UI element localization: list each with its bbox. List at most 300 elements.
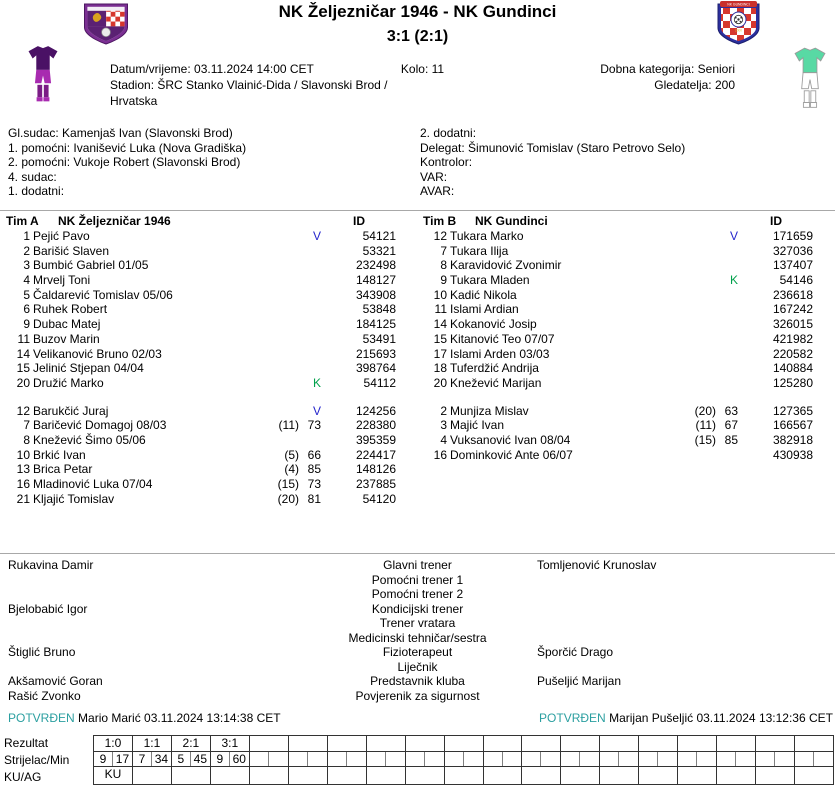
substitution-minute [716,361,738,376]
player-row [417,273,834,288]
player-id: 54120 [362,491,396,506]
player-row [0,462,417,477]
substituted-player-number [259,332,299,347]
player-name: Mrvelj Toni [33,273,91,288]
substituted-player-number [676,347,716,362]
player-row [0,332,417,347]
staff-role-label: Povjerenik za sigurnost [355,688,480,703]
match-stadium: Stadion: ŠRC Stanko Vlainić-Dida / Slavonski Brod / Hrvatska [110,78,388,108]
player-id: 127365 [772,403,813,418]
substitution-minute [716,332,738,347]
scorer-cell [717,752,736,767]
player-shirt-number: 15 [433,331,447,346]
scorer-minute-cells [678,752,716,768]
minute-cell [464,752,483,767]
official-fourth: 4. sudac: [8,169,57,184]
minute-cell [541,752,560,767]
player-row [0,448,417,463]
player-row [417,332,834,347]
official-avar: AVAR: [420,184,455,199]
confirmed-badge: POTVRĐEN [8,711,75,725]
substitution-minute [716,448,738,463]
staff-home-name [8,573,298,588]
staff-away-name [537,587,827,602]
divider-line [0,553,835,554]
score-table-column [367,736,406,784]
scorer-cell: 5 [172,752,191,767]
minute-cell [697,752,716,767]
scorer-minute-cells [445,752,483,768]
id-column-header: ID [770,214,782,228]
player-id: 398764 [355,361,396,376]
staff-home-name: Štiglić Bruno [8,645,76,660]
team-a-header [0,214,417,229]
staff-row [8,674,827,689]
score-table-column [94,736,133,784]
scorer-minute-cells [367,752,405,768]
scorer-cell [756,752,775,767]
staff-role-label: Kondicijski trener [371,601,464,616]
player-shirt-number: 16 [16,477,30,491]
player-name: Tukara Mladen [450,273,530,288]
confirmed-badge: POTVRĐEN [539,711,606,725]
staff-home-name: Bjelobabić Igor [8,601,88,616]
minute-cell [580,752,599,767]
official-assistant-1: 1. pomoćni: Ivanišević Luka (Nova Gradiška) [8,140,247,155]
player-name: Tuferdžić Andrija [450,361,539,376]
team-a-label: Tim A [6,214,39,228]
minute-cell: 60 [232,751,246,766]
match-round: Kolo: 11 [400,62,445,76]
ku-ag-cell [250,767,288,783]
substituted-player-number: (20) [694,403,716,418]
player-id: 236618 [772,287,813,302]
player-name: Brkić Ivan [33,447,86,462]
away-kit-icon [786,46,834,113]
staff-away-name [537,689,827,704]
ku-ag-cell [289,767,327,783]
staff-home-name [8,631,298,646]
player-shirt-number: 14 [433,317,447,332]
score-progression-table [93,735,834,785]
player-id: 343908 [355,287,396,302]
team-b-header [417,214,834,229]
player-row [417,258,834,273]
staff-row [8,573,827,588]
scorer-cell [639,752,658,767]
player-id: 228380 [355,418,396,433]
scorer-minute-cells [756,752,794,768]
score-table-column [600,736,639,784]
staff-home-name [8,616,298,631]
player-id: 54112 [363,375,396,390]
player-id: 53491 [362,331,396,346]
substituted-player-number [259,229,299,244]
player-id: 53321 [362,243,396,258]
goalkeeper-captain-flag: V [312,229,321,243]
player-name: Tukara Marko [450,229,524,243]
result-cell: 1:0 [94,736,132,752]
result-cell [561,736,599,752]
team-b-label: Tim B [423,214,457,228]
scorer-minute-cells [639,752,677,768]
player-row [0,244,417,259]
player-id: 326015 [772,317,813,332]
staff-away-name [537,602,827,617]
result-cell [445,736,483,752]
official-controller: Kontrolor: [420,155,473,170]
staff-row [8,660,827,675]
player-name: Čaldarević Tomislav 05/06 [33,287,173,302]
result-cell [717,736,755,752]
staff-home-name: Rukavina Damir [8,558,94,572]
result-row-label: Rezultat [4,736,49,750]
goalkeeper-captain-flag: V [729,229,738,243]
player-shirt-number: 10 [433,287,447,302]
ku-ag-cell [211,767,249,783]
result-cell [250,736,288,752]
staff-home-name: Akšamović Goran [8,674,103,689]
player-id: 148127 [355,273,396,288]
scorer-minute-cells [133,752,171,768]
scorer-cell [522,752,541,767]
substitution-minute [716,244,738,259]
player-id: 184125 [355,317,396,332]
player-name: Knežević Šimo 05/06 [33,432,146,447]
result-cell: 2:1 [172,736,210,752]
ku-ag-cell [561,767,599,783]
scorer-minute-cells [561,752,599,768]
player-id: 166567 [772,418,813,433]
scorer-cell [367,752,386,767]
player-shirt-number: 4 [23,273,30,288]
player-name: Barišić Slaven [33,243,110,258]
player-id: 232498 [355,258,396,273]
substitution-minute [716,347,738,362]
player-name: Kljajić Tomislav [33,491,115,506]
player-shirt-number: 7 [440,243,447,258]
scorer-cell [289,752,308,767]
substitution-minute [299,433,321,448]
substitution-minute [299,244,321,259]
player-name: Islami Ardian [450,302,519,317]
staff-away-name [537,573,827,588]
substituted-player-number: (11) [695,418,716,433]
player-shirt-number: 11 [434,302,447,317]
match-category: Dobna kategorija: Seniori [600,62,735,76]
result-cell [522,736,560,752]
substitution-minute: 67 [724,418,738,433]
result-cell: 1:1 [133,736,171,752]
substituted-player-number: (15) [277,477,299,491]
player-shirt-number: 7 [23,418,30,433]
scorer-cell [561,752,580,767]
player-id: 124256 [355,403,396,418]
score-table-column [795,736,833,784]
minute-cell [425,752,444,767]
player-row [417,361,834,376]
player-name: Mladinović Luka 07/04 [33,477,153,491]
staff-row [8,689,827,704]
player-row [0,376,417,391]
substituted-player-number: (5) [284,447,299,462]
substitution-minute: 81 [307,491,321,506]
player-shirt-number: 4 [440,432,447,447]
staff-role-label: Pomoćni trener 2 [371,587,464,602]
substituted-player-number [676,317,716,332]
player-shirt-number: 3 [440,418,447,433]
result-cell [639,736,677,752]
substituted-player-number [259,433,299,448]
minute-cell [347,752,366,767]
substituted-player-number [676,448,716,463]
player-name: Dubac Matej [33,317,101,332]
ku-ag-cell [484,767,522,783]
player-row [417,376,834,391]
svg-text:2000: 2000 [734,28,743,33]
result-cell [795,736,833,752]
score-table-column [756,736,795,784]
staff-away-name: Šporčić Drago [537,645,614,660]
confirmation-home-text: Mario Marić 03.11.2024 13:14:38 CET [78,711,281,725]
player-name: Kokanović Josip [450,317,537,332]
substituted-player-number [259,273,299,288]
player-shirt-number: 12 [433,229,447,243]
player-shirt-number: 2 [23,243,30,258]
player-row [417,347,834,362]
player-name: Knežević Marijan [450,375,542,390]
player-name: Munjiza Mislav [450,403,529,418]
player-id: 137407 [772,258,813,273]
staff-row [8,645,827,660]
ku-ag-cell [367,767,405,783]
player-id: 395359 [355,432,396,447]
result-cell [678,736,716,752]
scorer-cell [445,752,464,767]
scorer-min-row-label: Strijelac/Min [4,753,70,767]
player-name: Brica Petar [33,462,93,477]
scorer-minute-cells [406,752,444,768]
substitution-minute [299,347,321,362]
ku-ag-cell [795,767,833,783]
substitution-minute [299,317,321,332]
scorer-minute-cells [522,752,560,768]
substituted-player-number [259,361,299,376]
score-table-column [484,736,523,784]
substitution-minute [299,288,321,303]
player-name: Islami Arden 03/03 [450,346,550,361]
player-name: Kitanović Teo 07/07 [450,331,555,346]
player-shirt-number: 1 [23,229,30,243]
match-datetime: Datum/vrijeme: 03.11.2024 14:00 CET [110,62,314,76]
scorer-minute-cells [484,752,522,768]
minute-cell: 45 [193,751,208,766]
starters-subs-gap [0,391,417,404]
player-name: Vuksanović Ivan 08/04 [450,432,571,447]
result-cell: 3:1 [211,736,249,752]
team-b-player-list [417,229,834,462]
substituted-player-number [676,302,716,317]
substituted-player-number [259,347,299,362]
ku-ag-cell [328,767,366,783]
substituted-player-number [259,288,299,303]
score-table-column [289,736,328,784]
starters-subs-gap [417,391,834,404]
player-name: Karavidović Zvonimir [450,258,562,273]
player-name: Jelinić Stjepan 04/04 [33,361,144,376]
minute-cell [658,752,677,767]
player-row [0,477,417,492]
player-id: 382918 [772,432,813,447]
substitution-minute [299,332,321,347]
substitution-minute: 73 [307,418,321,433]
scorer-cell [406,752,425,767]
substituted-player-number [259,317,299,332]
goalkeeper-captain-flag: V [312,403,321,418]
player-name: Velikanović Bruno 02/03 [33,346,162,361]
staff-away-name: Tomljenović Krunoslav [537,558,657,572]
scorer-cell: 9 [211,752,230,767]
substitution-minute: 85 [724,432,738,447]
score-table-column [445,736,484,784]
minute-cell: 34 [154,751,169,766]
scorer-cell [328,752,347,767]
staff-section [8,558,827,703]
player-row [417,229,834,244]
staff-role-label: Glavni trener [383,558,452,572]
substituted-player-number: (15) [694,432,716,447]
result-cell [756,736,794,752]
official-additional-2: 2. dodatni: [420,126,477,140]
score-table-column [250,736,289,784]
ku-ag-cell [406,767,444,783]
substitution-minute: 66 [307,447,321,462]
substitution-minute [716,317,738,332]
player-id: 430938 [772,447,813,462]
scorer-minute-cells [94,752,132,768]
player-shirt-number: 15 [16,361,30,376]
match-info-block [110,61,735,109]
ku-ag-cell [172,767,210,783]
substituted-player-number [259,244,299,259]
score-table-column [561,736,600,784]
divider-line [0,210,835,211]
player-shirt-number: 13 [16,462,30,477]
scorer-minute-cells [328,752,366,768]
team-rosters [0,214,835,506]
minute-cell [308,752,327,767]
score-table-column [522,736,561,784]
player-row [417,433,834,448]
player-row [0,433,417,448]
minute-cell [269,752,288,767]
scorer-minute-cells [172,752,210,768]
scorer-minute-cells [717,752,755,768]
substituted-player-number [259,302,299,317]
id-column-header: ID [353,214,365,228]
player-shirt-number: 17 [433,346,447,361]
player-name: Ruhek Robert [33,302,108,317]
player-id: 224417 [355,447,396,462]
player-name: Pejić Pavo [33,229,90,243]
ku-ag-cell [678,767,716,783]
ku-ag-cell [639,767,677,783]
match-attendance: Gledatelja: 200 [654,78,735,92]
player-row [417,418,834,433]
ku-ag-cell [717,767,755,783]
player-name: Družić Marko [33,375,104,390]
staff-away-name [537,616,827,631]
player-shirt-number: 8 [23,432,30,447]
ku-ag-cell [522,767,560,783]
substituted-player-number [259,258,299,273]
staff-away-name [537,660,827,675]
substitution-minute: 85 [307,462,321,477]
player-id: 237885 [355,477,396,491]
substitution-minute: 63 [724,403,738,418]
substituted-player-number [676,229,716,244]
player-shirt-number: 20 [16,375,30,390]
officials-right-column [420,126,685,199]
substitution-minute [299,273,321,288]
player-name: Baričević Domagoj 08/03 [33,418,167,433]
ku-ag-cell [445,767,483,783]
player-shirt-number: 9 [23,317,30,332]
match-title: NK Željezničar 1946 - NK Gundinci [278,2,557,21]
player-row [417,302,834,317]
result-cell [367,736,405,752]
staff-row [8,558,827,573]
substituted-player-number [676,376,716,391]
scorer-minute-cells [795,752,833,768]
player-shirt-number: 16 [433,447,447,462]
scorer-cell [250,752,269,767]
player-shirt-number: 21 [16,491,30,506]
player-shirt-number: 3 [23,258,30,273]
staff-home-name: Rašić Zvonko [8,688,81,703]
confirmation-away-text: Marijan Pušeljić 03.11.2024 13:12:36 CET [609,711,833,725]
result-cell [484,736,522,752]
player-shirt-number: 9 [440,273,447,288]
staff-row [8,631,827,646]
staff-row [8,587,827,602]
player-shirt-number: 18 [433,361,447,376]
substituted-player-number: (11) [278,418,299,433]
staff-row [8,602,827,617]
staff-role-label: Predstavnik kluba [370,674,465,689]
substitution-minute [716,288,738,303]
team-a-panel [0,214,417,506]
player-name: Bumbić Gabriel 01/05 [33,258,149,273]
player-row [0,492,417,507]
player-row [0,317,417,332]
player-row [417,404,834,419]
match-score: 3:1 (2:1) [386,28,449,45]
player-row [417,317,834,332]
result-cell [328,736,366,752]
staff-role-label: Liječnik [397,659,438,674]
result-cell [600,736,638,752]
substituted-player-number [676,258,716,273]
score-table-column [328,736,367,784]
ku-ag-cell: KU [104,767,122,781]
score-table-column [717,736,756,784]
scorer-cell: 7 [133,752,152,767]
scorer-cell [484,752,503,767]
minute-cell: 17 [115,751,130,766]
substituted-player-number [676,332,716,347]
player-id: 54121 [362,229,396,243]
